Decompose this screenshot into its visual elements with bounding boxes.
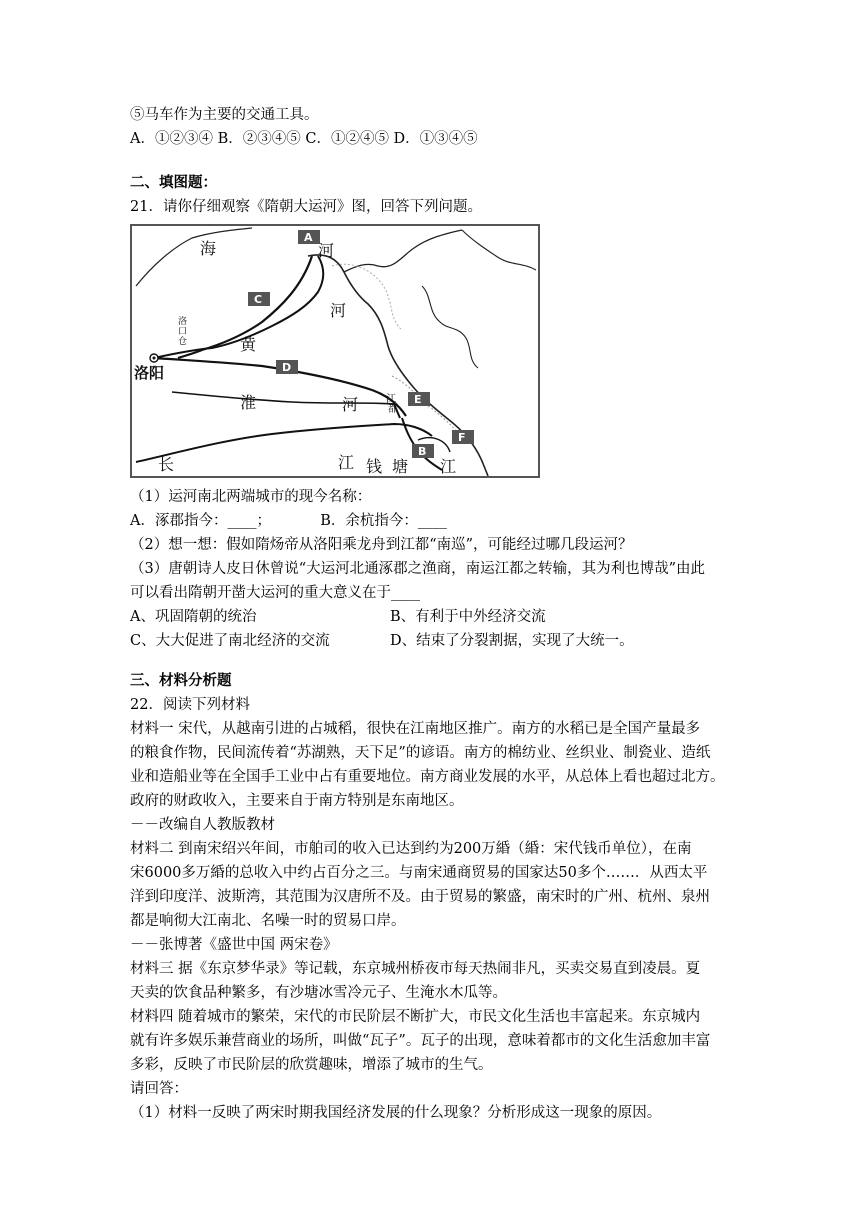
map-label-jiang2: 江 [440,457,457,476]
map-label-hai: 海 [200,239,217,258]
map-label-he-huai: 河 [342,395,359,414]
q21-sub1-answers [130,510,447,532]
svg-text:仓: 仓 [178,337,188,347]
yangtze-river [136,424,432,462]
map-label-tang: 塘 [392,457,409,476]
option-d: D、结束了分裂割据，实现了大统一。 [390,633,634,649]
material-line: 材料三 据《东京梦华录》等记载，东京城州桥夜市每天热闹非凡，买卖交易直到凌晨。夏 [130,961,701,977]
answer-prompt: 请回答： [130,1081,188,1097]
material-line: 洋到印度洋、波斯湾，其范围为汉唐所不及。由于贸易的繁盛，南宋时的广州、杭州、泉州 [130,889,710,905]
section3-heading: 三、材料分析题 [130,672,232,689]
material-source: －－张博著《盛世中国 两宋卷》 [130,937,338,953]
huai-river [172,392,394,404]
marker-d: D [282,361,292,374]
material-line: 宋6000多万緍的总收入中约占百分之三。与南宋通商贸易的国家达50多个……．从西太平 [130,865,708,881]
map-label-chang: 长 [158,455,175,474]
map-label-he-top: 河 [318,241,335,260]
material-line: 政府的财政收入，主要来自于南方特别是东南地区。 [130,793,464,809]
material-line: 就有许多娱乐兼营商业的场所，叫做“瓦子”。瓦子的出现，意味着都市的文化生活愈加丰富 [130,1033,711,1049]
option-c: C、大大促进了南北经济的交流 [130,633,330,649]
q20-options: A．①②③④ B．②③④⑤ C．①②④⑤ D．①③④⑤ [130,131,478,147]
q21-sub3-line1: （3）唐朝诗人皮日休曾说“大运河北通涿郡之渔商，南运江都之转输，其为利也博哉”由此 [130,561,706,577]
q21-sub3-line2: 可以看出隋朝开凿大运河的重大意义在于____ [130,585,420,601]
q22-stem: 22．阅读下列材料 [130,697,250,713]
svg-text:口: 口 [178,327,188,337]
q21-stem: 21．请你仔细观察《隋朝大运河》图，回答下列问题。 [130,199,482,215]
map-label-jiang: 江 [338,453,355,472]
marker-a: A [304,231,313,244]
marker-e: E [414,393,422,406]
material-line: 材料一 宋代，从越南引进的占城稻，很快在江南地区推广。南方的水稻已是全国产量最多 [130,721,701,737]
marker-b: B [418,445,427,458]
q21-sub1-a: A．涿郡指今：____； [130,513,271,529]
material-source: －－改编自人教版教材 [130,817,275,833]
marker-c: C [254,293,263,306]
material-line: 天卖的饮食品种繁多，有沙塘冰雪冷元子、生淹水木瓜等。 [130,985,507,1001]
material-line: 的粮食作物，民间流传着“苏湖熟，天下足”的谚语。南方的棉纺业、丝织业、制瓷业、造纸 [130,745,711,761]
q21-options-row2 [130,630,634,652]
material-line: 多彩，反映了市民阶层的欣赏趣味，增添了城市的生气。 [130,1057,493,1073]
sui-grand-canal-map [130,224,540,478]
marker-f: F [458,431,466,444]
map-label-huang: 黄 [240,335,257,354]
q21-options-row1 [130,606,546,628]
map-label-luoyang: 洛阳 [134,364,165,382]
option-b: B、有利于中外经济交流 [390,609,546,625]
question-1: （1）材料一反映了两宋时期我国经济发展的什么现象？分析形成这一现象的原因。 [130,1105,662,1121]
q20-item5: ⑤马车作为主要的交通工具。 [130,107,319,123]
material-line: 业和造船业等在全国手工业中占有重要地位。南方商业发展的水平，从总体上看也超过北方。 [130,769,725,785]
q21-sub2: （2）想一想：假如隋炀帝从洛阳乘龙舟到江都“南巡”，可能经过哪几段运河？ [130,537,633,553]
svg-text:江: 江 [386,394,396,405]
q21-sub1: （1）运河南北两端城市的现今名称： [130,489,372,505]
material-line: 材料四 随着城市的繁荣，宋代的市民阶层不断扩大，市民文化生活也丰富起来。东京城内 [130,1009,701,1025]
q21-sub1-b: B．余杭指今：____ [320,513,447,529]
map-label-huai: 淮 [240,393,257,412]
svg-text:都: 都 [388,404,398,415]
svg-text:洛: 洛 [178,317,188,327]
material-line: 都是响彻大江南北、名噪一时的贸易口岸。 [130,913,406,929]
map-label-qian: 钱 [366,457,383,476]
map-label-he-mid: 河 [330,301,347,320]
material-line: 材料二 到南宋绍兴年间，市舶司的收入已达到约为200万緍（緍：宋代钱币单位），在南 [130,841,692,857]
option-a: A、巩固隋朝的统治 [130,609,257,625]
section2-heading: 二、填图题： [130,174,217,191]
